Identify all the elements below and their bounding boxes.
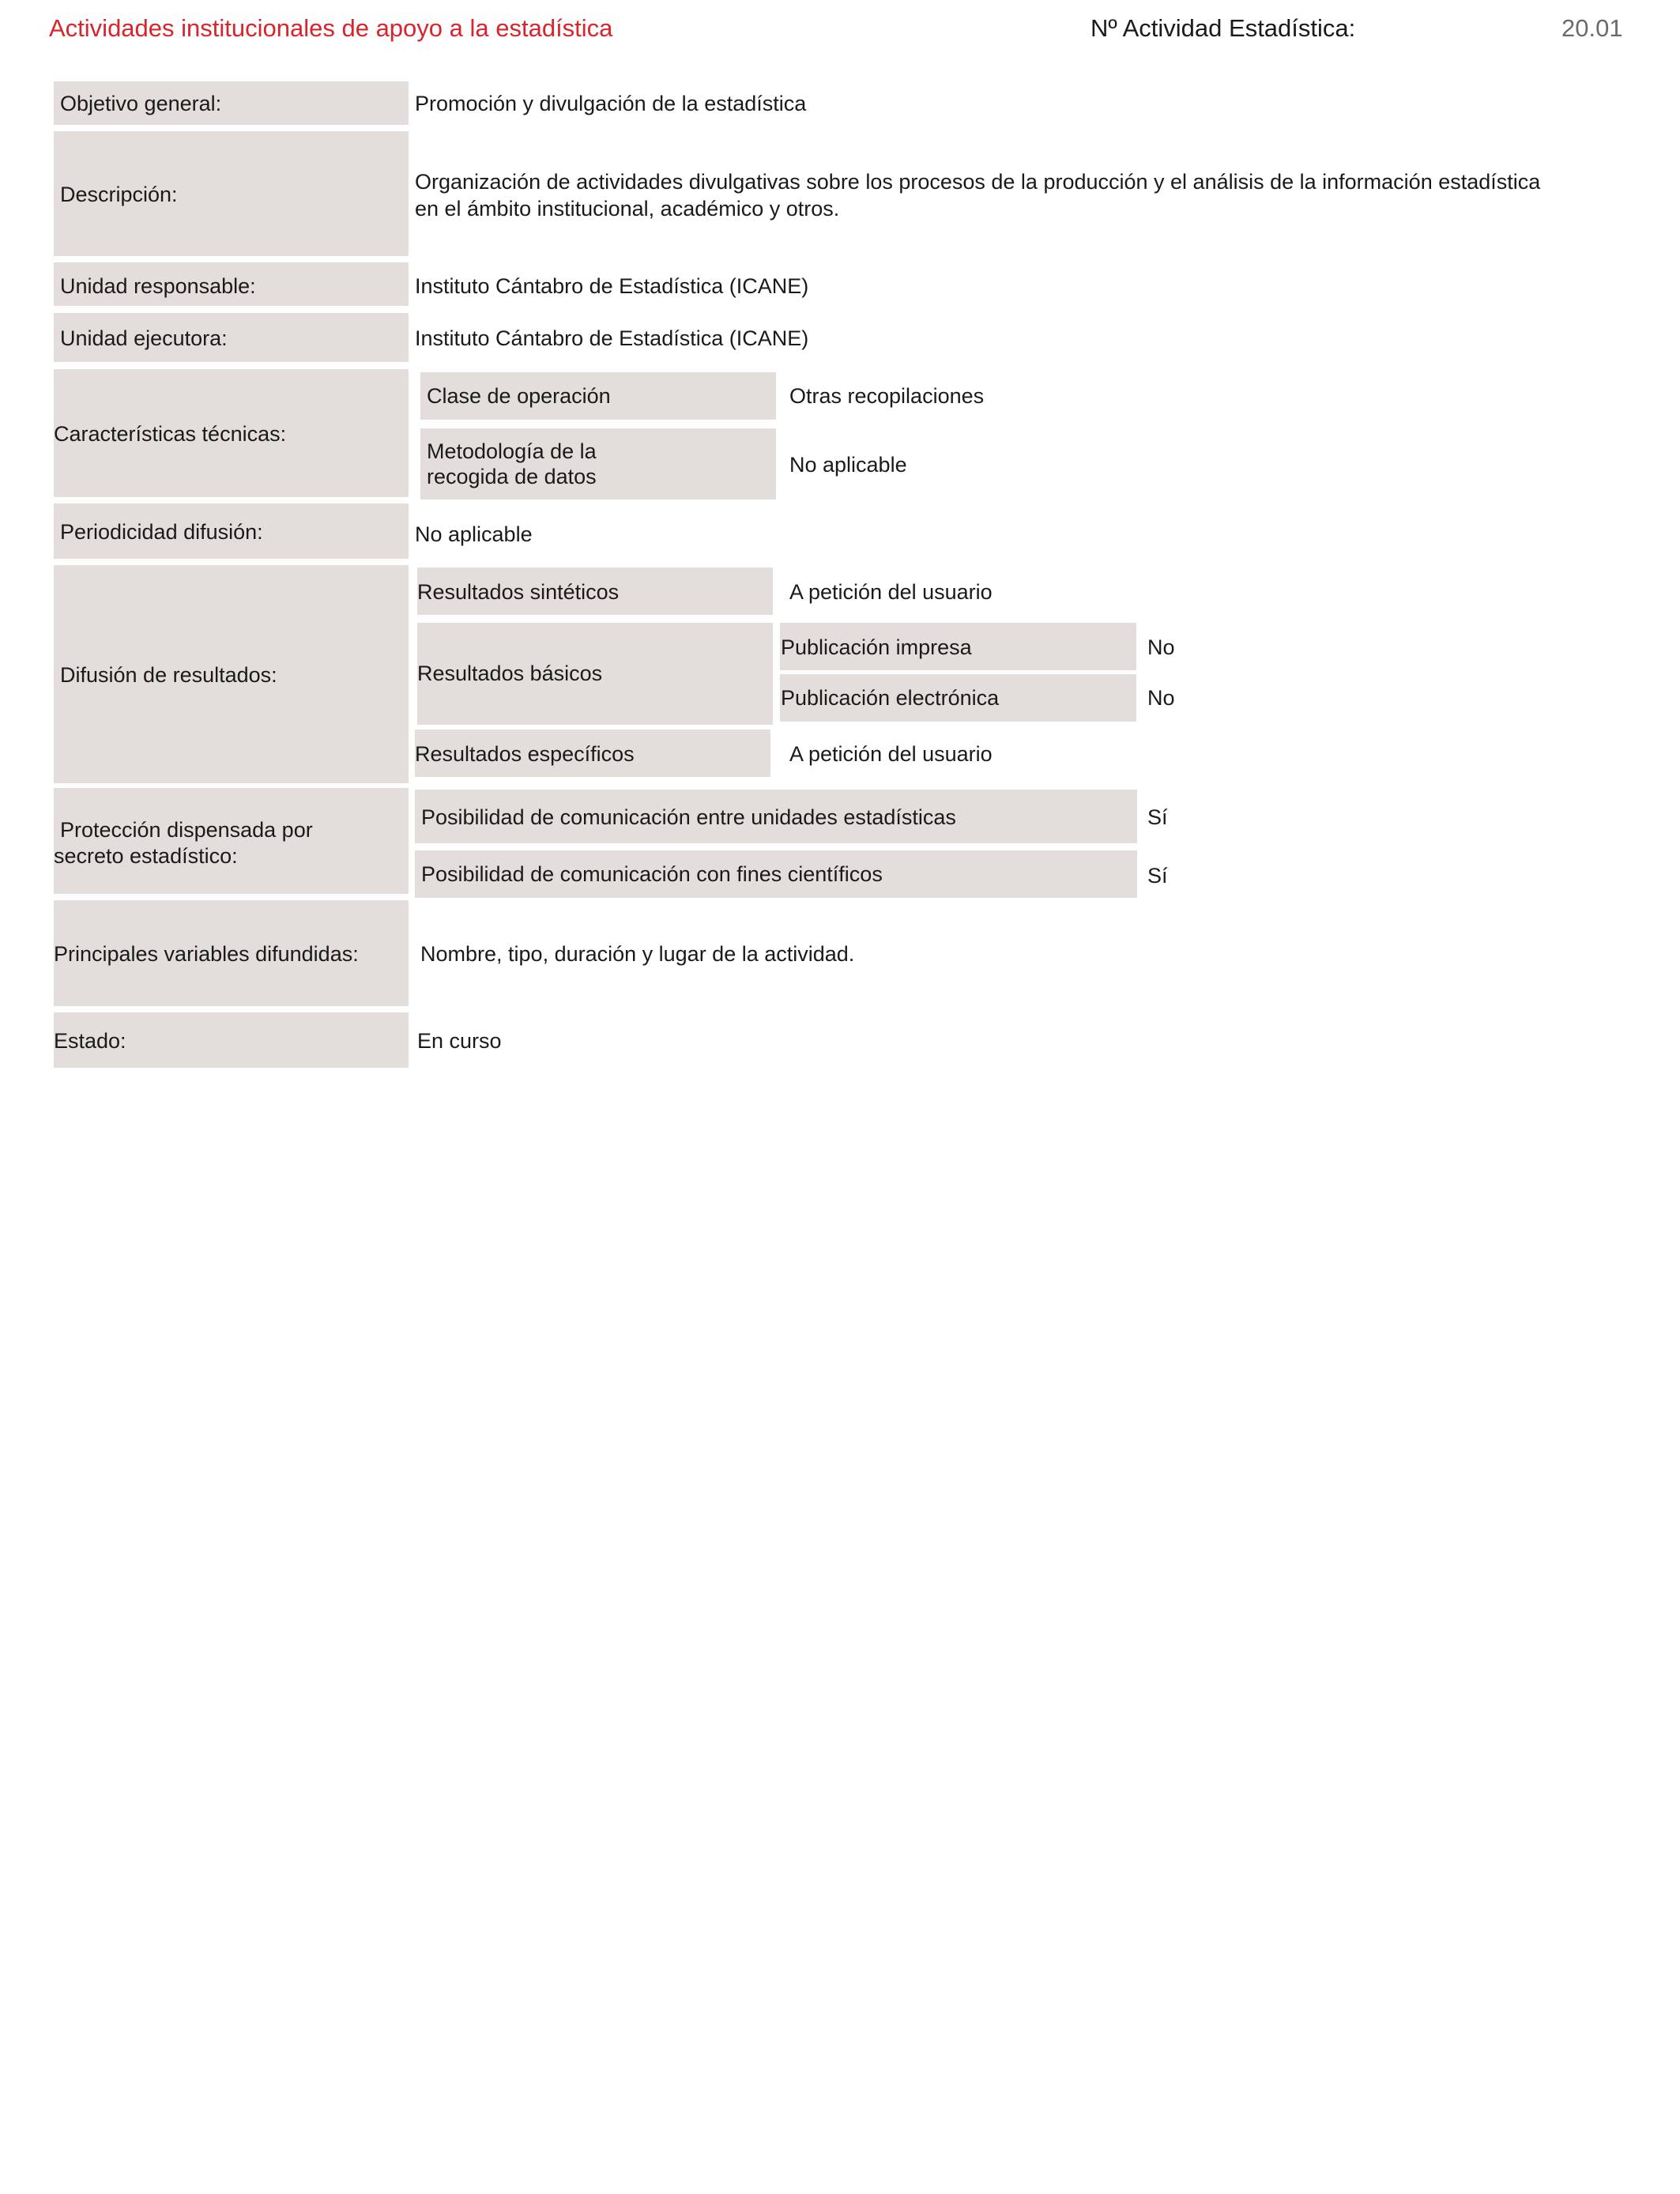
difusion-label: Difusión de resultados:	[60, 663, 277, 687]
metodologia-value: No aplicable	[789, 453, 907, 477]
publicacion-electronica-label: Publicación electrónica	[781, 686, 1000, 710]
caracteristicas-label: Características técnicas:	[54, 422, 287, 446]
resultados-especificos-label: Resultados específicos	[415, 742, 635, 766]
proteccion-label-line2: secreto estadístico:	[54, 844, 238, 868]
proteccion-label-line1: Protección dispensada por	[60, 818, 313, 842]
comunicacion-cientificos-label: Posibilidad de comunicación con fines científicos	[421, 862, 883, 886]
publicacion-impresa-value: No	[1147, 635, 1175, 659]
descripcion-value-line1: Organización de actividades divulgativas sobre los procesos de la producción y el análisis de la información estadística	[415, 170, 1541, 194]
variables-value: Nombre, tipo, duración y lugar de la actividad.	[420, 942, 855, 966]
clase-operacion-value: Otras recopilaciones	[789, 384, 985, 408]
metodologia-label-line1: Metodología de la	[427, 439, 597, 463]
estado-label: Estado:	[54, 1029, 126, 1053]
publicacion-electronica-value: No	[1147, 686, 1175, 710]
activity-number-label: Nº Actividad Estadística:	[1090, 14, 1356, 42]
comunicacion-unidades-label: Posibilidad de comunicación entre unidades estadísticas	[421, 805, 956, 829]
objetivo-label: Objetivo general:	[60, 92, 222, 115]
resultados-especificos-value: A petición del usuario	[789, 742, 993, 766]
periodicidad-value: No aplicable	[415, 522, 533, 546]
metodologia-label-line2: recogida de datos	[427, 465, 597, 488]
unidad-ejecutora-value: Instituto Cántabro de Estadística (ICANE)	[415, 326, 809, 350]
clase-operacion-label: Clase de operación	[427, 384, 611, 408]
unidad-responsable-label: Unidad responsable:	[60, 274, 256, 298]
page-title: Actividades institucionales de apoyo a la estadística	[49, 14, 613, 42]
resultados-basicos-label: Resultados básicos	[417, 662, 603, 685]
descripcion-value-line2: en el ámbito institucional, académico y otros.	[415, 197, 840, 221]
descripcion-label: Descripción:	[60, 183, 178, 206]
comunicacion-unidades-value: Sí	[1147, 805, 1168, 829]
unidad-ejecutora-label: Unidad ejecutora:	[60, 326, 228, 350]
variables-label: Principales variables difundidas:	[54, 942, 359, 966]
publicacion-impresa-label: Publicación impresa	[781, 635, 972, 659]
comunicacion-cientificos-value: Sí	[1147, 864, 1168, 888]
resultados-sinteticos-label: Resultados sintéticos	[417, 580, 620, 604]
activity-number-value: 20.01	[1561, 14, 1623, 42]
unidad-responsable-value: Instituto Cántabro de Estadística (ICANE)	[415, 274, 809, 298]
objetivo-value: Promoción y divulgación de la estadística	[415, 92, 807, 115]
periodicidad-label: Periodicidad difusión:	[60, 520, 263, 544]
estado-value: En curso	[417, 1029, 502, 1053]
resultados-sinteticos-value: A petición del usuario	[789, 580, 993, 604]
